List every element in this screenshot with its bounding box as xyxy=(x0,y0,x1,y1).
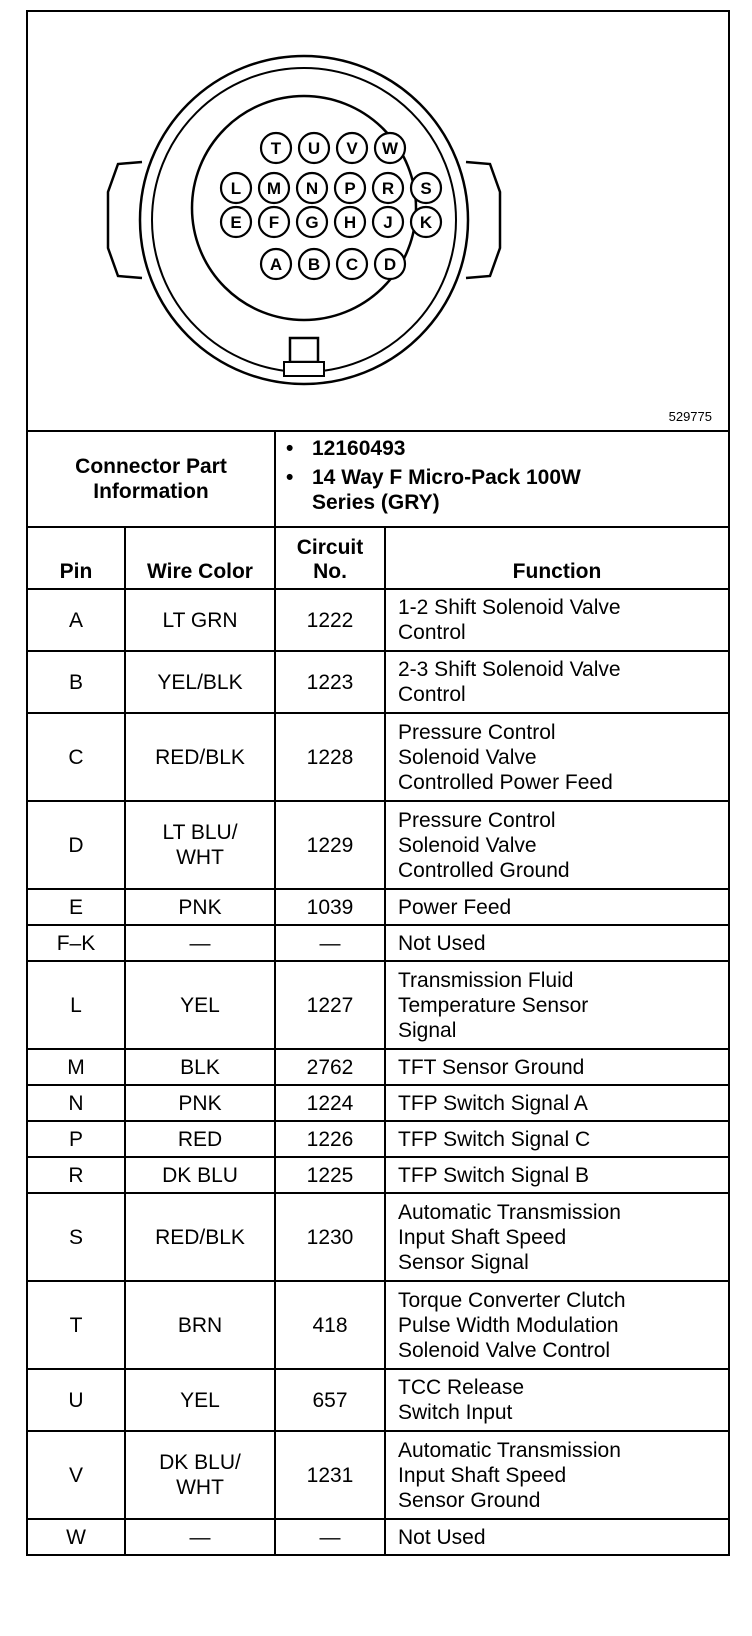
pin-label: D xyxy=(383,255,397,274)
pin-cell: L xyxy=(27,961,125,1049)
pin-label: W xyxy=(381,139,399,158)
function-line: Not Used xyxy=(398,931,486,955)
wire-color-line: PNK xyxy=(178,895,222,919)
wire-color-cell xyxy=(125,713,275,801)
circuit-cell: 1228 xyxy=(275,713,385,801)
table-row xyxy=(27,1281,729,1369)
pin-cell: C xyxy=(27,713,125,801)
table-row xyxy=(27,1369,729,1431)
wire-color-cell xyxy=(125,1049,275,1085)
function-cell xyxy=(385,1369,729,1431)
figure-number: 529775 xyxy=(668,409,712,424)
wire-color-cell xyxy=(125,961,275,1049)
pin-f xyxy=(259,207,289,237)
pin-t xyxy=(261,133,291,163)
pin-label: J xyxy=(383,213,393,232)
function-line: Automatic Transmission xyxy=(398,1438,621,1462)
table-row xyxy=(27,1121,729,1157)
description-line xyxy=(286,465,722,515)
function-line: TFT Sensor Ground xyxy=(398,1055,585,1079)
circuit-cell: — xyxy=(275,1519,385,1555)
table-row xyxy=(27,1431,729,1519)
function-line: TFP Switch Signal B xyxy=(398,1163,590,1187)
wire-color-cell xyxy=(125,1281,275,1369)
circuit-cell: 1230 xyxy=(275,1193,385,1281)
function-line: Pressure Control xyxy=(398,720,556,744)
function-cell xyxy=(385,889,729,925)
wire-color-line: YEL xyxy=(180,993,220,1017)
table-row xyxy=(27,1085,729,1121)
circuit-cell: 1225 xyxy=(275,1157,385,1193)
pin-cell: A xyxy=(27,589,125,651)
pin-label: F xyxy=(268,213,280,232)
pin-label: N xyxy=(305,179,319,198)
part-info-label-line2: Information xyxy=(93,480,209,503)
pin-label: K xyxy=(419,213,433,232)
function-cell xyxy=(385,1049,729,1085)
wire-color-cell xyxy=(125,1369,275,1431)
function-line: 1-2 Shift Solenoid Valve xyxy=(398,596,621,619)
function-line: Transmission Fluid xyxy=(398,968,574,992)
function-line: Pulse Width Modulation xyxy=(398,1313,619,1337)
table-row xyxy=(27,651,729,713)
pin-r xyxy=(373,173,403,203)
function-line: Switch Input xyxy=(398,1401,513,1424)
part-info-label-line1: Connector Part xyxy=(75,455,227,478)
function-cell xyxy=(385,961,729,1049)
wire-color-cell xyxy=(125,801,275,889)
pin-label: C xyxy=(345,255,359,274)
pin-cell: R xyxy=(27,1157,125,1193)
wire-color-cell xyxy=(125,1193,275,1281)
circuit-cell: 1222 xyxy=(275,589,385,651)
table-row xyxy=(27,1193,729,1281)
table-row xyxy=(27,1049,729,1085)
pin-cell: U xyxy=(27,1369,125,1431)
pin-label: P xyxy=(344,179,356,198)
pin-label: G xyxy=(305,213,319,232)
wire-color-cell xyxy=(125,1085,275,1121)
wire-color-line: BRN xyxy=(177,1313,223,1337)
bullet: • xyxy=(286,437,294,460)
part-info-values-cell xyxy=(275,431,729,527)
latch-housing xyxy=(290,338,318,362)
pin-row-2 xyxy=(221,173,441,203)
table-row xyxy=(27,801,729,889)
pin-label: M xyxy=(266,179,282,198)
wire-color-line: YEL xyxy=(180,1388,220,1412)
pin-row-1 xyxy=(261,133,405,163)
circuit-cell: 418 xyxy=(275,1281,385,1369)
pin-u xyxy=(299,133,329,163)
wire-color-line: DK BLU/ xyxy=(159,1451,241,1474)
function-line: Temperature Sensor xyxy=(398,993,589,1017)
pin-j xyxy=(373,207,403,237)
wire-color-line: LT BLU/ xyxy=(162,821,238,844)
circuit-cell: 2762 xyxy=(275,1049,385,1085)
pin-e xyxy=(221,207,251,237)
wire-color-cell xyxy=(125,1519,275,1555)
function-line: Input Shaft Speed xyxy=(398,1225,567,1249)
table-row xyxy=(27,713,729,801)
connector-face-diagram xyxy=(28,12,726,426)
diagram-row xyxy=(27,11,729,431)
wire-color-line: DK BLU xyxy=(162,1163,238,1187)
wire-color-line: WHT xyxy=(176,846,224,869)
function-line: TCC Release xyxy=(398,1376,525,1399)
column-header-row xyxy=(27,527,729,589)
table-row xyxy=(27,1157,729,1193)
wire-color-line: RED xyxy=(177,1127,223,1151)
pin-c xyxy=(337,249,367,279)
pin-label: E xyxy=(230,213,242,232)
pin-cell: E xyxy=(27,889,125,925)
function-cell xyxy=(385,1193,729,1281)
function-line: Control xyxy=(398,683,466,706)
pin-cell: D xyxy=(27,801,125,889)
pin-a xyxy=(261,249,291,279)
function-line: TFP Switch Signal C xyxy=(398,1127,591,1151)
table-row xyxy=(27,925,729,961)
wire-color-cell xyxy=(125,889,275,925)
pin-cell: V xyxy=(27,1431,125,1519)
pin-l xyxy=(221,173,251,203)
function-cell xyxy=(385,1157,729,1193)
function-line: Pressure Control xyxy=(398,808,556,832)
pin-row-3 xyxy=(221,207,441,237)
circuit-cell: 657 xyxy=(275,1369,385,1431)
pin-row-4 xyxy=(261,249,405,279)
wire-color-cell xyxy=(125,925,275,961)
pin-cell: M xyxy=(27,1049,125,1085)
circuit-column-header xyxy=(275,527,385,589)
function-cell xyxy=(385,713,729,801)
connector-sheet xyxy=(26,10,728,1628)
function-line: Sensor Ground xyxy=(398,1488,541,1512)
function-cell xyxy=(385,651,729,713)
wire-color-line: PNK xyxy=(178,1091,222,1115)
pin-w xyxy=(375,133,405,163)
wire-color-line: — xyxy=(189,1525,211,1549)
wire-color-line: LT GRN xyxy=(162,608,238,632)
description-line1: 14 Way F Micro-Pack 100W xyxy=(312,466,581,489)
circuit-cell: — xyxy=(275,925,385,961)
table-row xyxy=(27,589,729,651)
pin-k xyxy=(411,207,441,237)
pin-column-header: Pin xyxy=(27,527,125,589)
left-key-tab xyxy=(108,162,142,278)
pin-label: B xyxy=(307,255,321,274)
description-line2: Series (GRY) xyxy=(312,491,440,514)
wire-color-line: RED/BLK xyxy=(155,1225,245,1249)
pin-cell: N xyxy=(27,1085,125,1121)
pin-cell: F–K xyxy=(27,925,125,961)
function-line: TFP Switch Signal A xyxy=(398,1091,588,1115)
wire-color-cell xyxy=(125,589,275,651)
pin-label: V xyxy=(346,139,358,158)
function-cell xyxy=(385,1121,729,1157)
pin-label: S xyxy=(420,179,432,198)
part-number-line xyxy=(286,436,722,461)
pin-label: T xyxy=(270,139,282,158)
latch-tab xyxy=(284,362,324,376)
pin-g xyxy=(297,207,327,237)
pin-cell: W xyxy=(27,1519,125,1555)
pin-cell: B xyxy=(27,651,125,713)
wire-color-column-header: Wire Color xyxy=(125,527,275,589)
wire-color-cell xyxy=(125,1431,275,1519)
function-line: Signal xyxy=(398,1018,457,1042)
pin-cell: P xyxy=(27,1121,125,1157)
function-cell xyxy=(385,925,729,961)
function-line: Power Feed xyxy=(398,895,512,919)
function-cell xyxy=(385,801,729,889)
function-line: Not Used xyxy=(398,1525,486,1549)
function-cell xyxy=(385,1431,729,1519)
table-row xyxy=(27,961,729,1049)
function-line: Sensor Signal xyxy=(398,1250,529,1274)
function-line: Solenoid Valve xyxy=(398,833,537,857)
part-info-row xyxy=(27,431,729,527)
pin-label: A xyxy=(269,255,283,274)
part-info-label-cell xyxy=(27,431,275,527)
function-line: Control xyxy=(398,621,466,644)
function-cell xyxy=(385,1519,729,1555)
circuit-cell: 1227 xyxy=(275,961,385,1049)
pin-label: H xyxy=(343,213,357,232)
function-line: Solenoid Valve Control xyxy=(398,1338,611,1362)
circuit-cell: 1226 xyxy=(275,1121,385,1157)
function-cell xyxy=(385,1085,729,1121)
wire-color-line: YEL/BLK xyxy=(157,670,243,694)
circuit-cell: 1224 xyxy=(275,1085,385,1121)
table-row xyxy=(27,1519,729,1555)
pin-d xyxy=(375,249,405,279)
function-cell xyxy=(385,1281,729,1369)
wire-color-line: WHT xyxy=(176,1476,224,1499)
right-key-tab xyxy=(466,162,500,278)
function-line: Controlled Power Feed xyxy=(398,770,613,794)
pin-label: R xyxy=(381,179,395,198)
function-line: Input Shaft Speed xyxy=(398,1463,567,1487)
function-line: Torque Converter Clutch xyxy=(398,1288,626,1312)
pin-cell: S xyxy=(27,1193,125,1281)
connector-diagram-cell xyxy=(27,11,729,431)
circuit-header-line2: No. xyxy=(313,560,347,583)
function-line: Controlled Ground xyxy=(398,858,570,882)
pin-label: U xyxy=(307,139,321,158)
pin-label: L xyxy=(230,179,242,198)
wire-color-line: BLK xyxy=(180,1055,220,1079)
circuit-cell: 1231 xyxy=(275,1431,385,1519)
function-line: Automatic Transmission xyxy=(398,1200,621,1224)
wire-color-line: — xyxy=(189,931,211,955)
pin-h xyxy=(335,207,365,237)
pin-s xyxy=(411,173,441,203)
function-cell xyxy=(385,589,729,651)
connector-table xyxy=(26,10,730,1556)
part-number: 12160493 xyxy=(312,437,406,460)
circuit-cell: 1223 xyxy=(275,651,385,713)
wire-color-cell xyxy=(125,651,275,713)
pin-n xyxy=(297,173,327,203)
function-line: Solenoid Valve xyxy=(398,745,537,769)
pin-p xyxy=(335,173,365,203)
pin-v xyxy=(337,133,367,163)
wire-color-cell xyxy=(125,1121,275,1157)
pin-m xyxy=(259,173,289,203)
circuit-cell: 1039 xyxy=(275,889,385,925)
pin-cell: T xyxy=(27,1281,125,1369)
bullet: • xyxy=(286,466,294,489)
wire-color-line: RED/BLK xyxy=(155,745,245,769)
circuit-header-line1: Circuit xyxy=(296,536,364,559)
pin-b xyxy=(299,249,329,279)
wire-color-cell xyxy=(125,1157,275,1193)
circuit-cell: 1229 xyxy=(275,801,385,889)
function-line: 2-3 Shift Solenoid Valve xyxy=(398,658,621,681)
function-column-header: Function xyxy=(385,527,729,589)
table-row xyxy=(27,889,729,925)
